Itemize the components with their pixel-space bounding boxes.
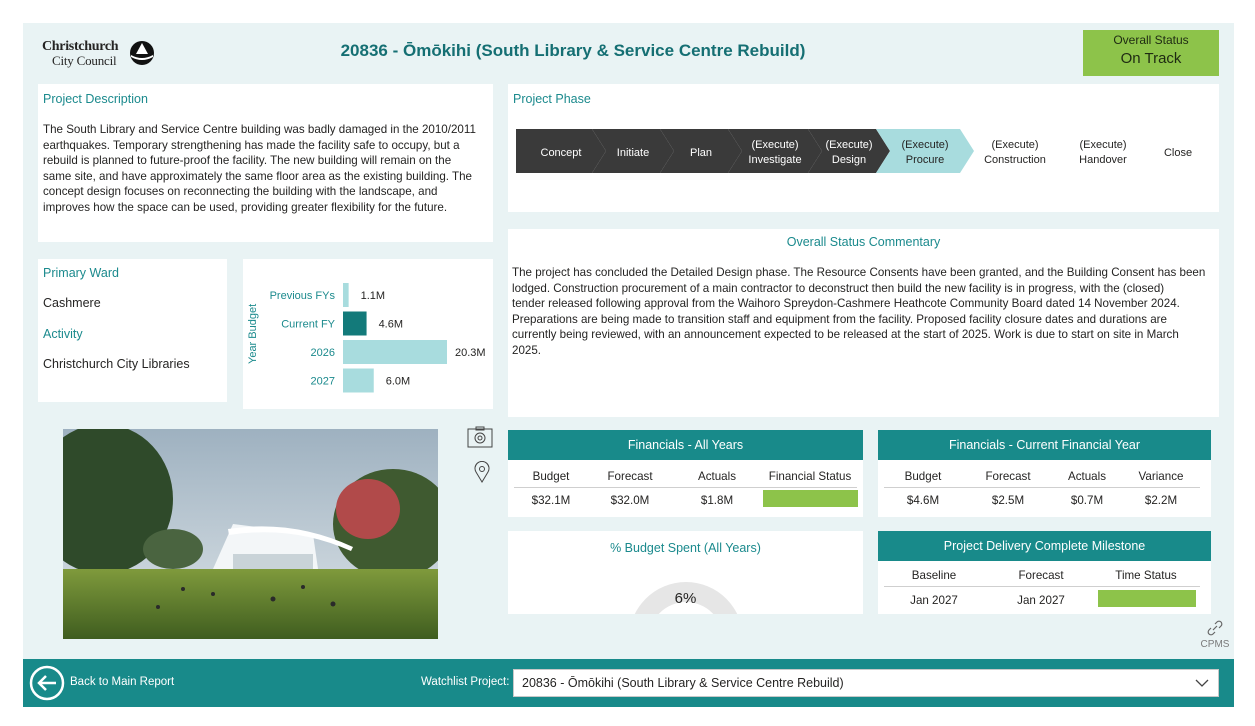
ward-activity-panel [38,259,227,402]
location-pin-icon[interactable] [474,461,490,483]
column-header: Time Status [1115,569,1177,582]
delivery-milestone-card [878,531,1211,614]
column-header: Budget [904,470,942,483]
financials-all-years-title: Financials - All Years [508,430,863,460]
commentary-line: 2025. [512,343,542,357]
description-line: same site, and have approximately the same floor area as the existing building. The [43,169,472,183]
budget-bar [343,369,374,393]
activity-value: Christchurch City Libraries [43,357,190,371]
phase-label: (Execute) [751,139,799,151]
column-header: Actuals [1067,470,1107,483]
chevron-down-icon [1194,676,1210,690]
link-icon [1207,620,1223,636]
budget-spent-value: 6% [674,590,697,607]
camera-icon[interactable] [467,426,493,448]
primary-ward-label: Primary Ward [43,266,119,280]
phase-chevrons [516,129,1216,177]
cpms-link[interactable] [1197,620,1233,656]
description-line: earthquakes. Temporary strengthening has made the facility safe to occupy, but a [43,138,460,152]
commentary-line: Preparations are being made to transition staff and equipment from the facility. Proposed facility closure dates and durations are [512,312,1167,326]
page-title: 20836 - Ōmōkihi (South Library & Service Centre Rebuild) [340,41,806,60]
overall-status-label: Overall Status [1113,33,1189,47]
financials-current-year-card [878,430,1211,517]
bar-category-label: Previous FYs [269,290,335,302]
logo-line-1: Christchurch [42,39,119,54]
watchlist-project-select[interactable] [513,669,1219,697]
delivery-milestone-title: Project Delivery Complete Milestone [878,531,1211,561]
description-line: rebuild is planned to future-proof the facility. The new building will remain on the [43,154,452,168]
description-line: The South Library and Service Centre building was badly damaged in the 2010/2011 [43,123,476,136]
financials-all-years-card [508,430,863,517]
phase-label: Concept [540,147,582,159]
financial-status-indicator [763,490,858,507]
column-header: Budget [532,470,570,483]
year-budget-chart [243,259,493,409]
financials-current-year-table [878,460,1211,517]
status-commentary-text [512,265,1217,359]
year-budget-axis-label: Year Budget [247,303,259,364]
phase-label: Initiate [616,147,650,159]
bar-category-label: Current FY [281,318,335,331]
column-header: Forecast [985,470,1031,483]
budget-spent-gauge-card [508,531,863,614]
commentary-line: The project has concluded the Detailed Design phase. The Resource Consents have been granted, and the Building Consent has been [512,266,1206,279]
footer-bar [23,659,1234,707]
overall-status-value: On Track [1120,50,1182,67]
budget-bar [343,312,367,336]
phase-label: Handover [1079,154,1127,166]
logo-emblem-icon [129,40,155,66]
building-render-image [63,429,438,639]
primary-ward-value: Cashmere [43,296,101,310]
table-cell: $32.0M [610,494,650,507]
back-arrow-icon [29,665,65,701]
column-header: Baseline [911,569,957,582]
council-logo [42,39,157,69]
watchlist-label: Watchlist Project: [421,676,510,688]
phase-label: (Execute) [901,139,949,151]
status-commentary-panel [508,229,1219,417]
phase-label: Close [1163,147,1193,159]
phase-label: Investigate [748,154,802,166]
back-button-label: Back to Main Report [70,676,175,688]
budget-bar [343,340,447,364]
table-cell: Jan 2027 [910,594,958,607]
financials-current-year-title: Financials - Current Financial Year [878,430,1211,460]
table-cell: $2.5M [991,494,1025,507]
report-canvas [23,23,1234,707]
phase-chevron [876,129,974,173]
table-cell: $32.1M [531,494,571,507]
project-phase-panel [508,84,1219,212]
table-cell: $4.6M [906,494,940,507]
phase-label: Design [831,154,867,166]
bar-category-label: 2026 [310,347,335,359]
phase-label: Plan [689,147,713,159]
project-description-text [43,122,491,216]
commentary-line: tender released following approval from the Waihoro Spreydon-Cashmere Heathcote Community Board dated 14 November 2024. [512,297,1180,311]
logo-line-2: City Council [52,53,117,68]
bar-value-label: 20.3M [455,347,486,359]
phase-chevron [728,129,822,173]
overall-status-card [1083,30,1219,76]
commentary-line: lodged. Construction procurement of a main contractor to deconstruct then build the new facility is in progress, with the (closed) [512,281,1165,295]
description-line: improves how the space can be used, providing greater flexibility for the future. [43,200,448,214]
delivery-milestone-table [878,561,1211,614]
description-line: concept design focuses on reconnecting the building with the landscape, and [43,185,438,199]
cpms-label: CPMS [1200,639,1230,650]
column-header: Variance [1138,470,1184,483]
commentary-line: currently being reviewed, with an announcement expected to be released at the start of 2025. Work is due to start on site in March [512,328,1179,342]
activity-label: Activity [43,327,83,341]
back-to-main-report-button[interactable] [29,665,199,701]
table-cell: Jan 2027 [1017,594,1065,607]
column-header: Forecast [607,470,653,483]
phase-label: (Execute) [1079,139,1127,151]
budget-bar [343,283,349,307]
table-cell: $0.7M [1070,494,1104,507]
financials-all-years-table [508,460,863,517]
project-description-panel [38,84,493,242]
column-header: Forecast [1018,569,1064,582]
budget-spent-title: % Budget Spent (All Years) [610,541,761,555]
phase-label: Construction [984,154,1046,166]
bar-value-label: 1.1M [360,290,386,302]
status-commentary-heading: Overall Status Commentary [786,235,941,249]
phase-label: (Execute) [991,139,1039,151]
bar-category-label: 2027 [310,375,335,388]
project-phase-heading: Project Phase [513,92,591,106]
year-budget-bars [243,259,493,409]
column-header: Financial Status [768,470,852,483]
phase-label: (Execute) [825,139,873,151]
watchlist-selected-value: 20836 - Ōmōkihi (South Library & Service Centre Rebuild) [522,676,844,690]
table-cell: $1.8M [700,494,734,507]
bar-value-label: 4.6M [378,318,404,331]
phase-label: Procure [905,154,945,166]
table-cell: $2.2M [1144,494,1178,507]
project-description-heading: Project Description [43,92,148,106]
column-header: Actuals [697,470,737,483]
bar-value-label: 6.0M [385,375,411,388]
time-status-indicator [1098,590,1196,607]
